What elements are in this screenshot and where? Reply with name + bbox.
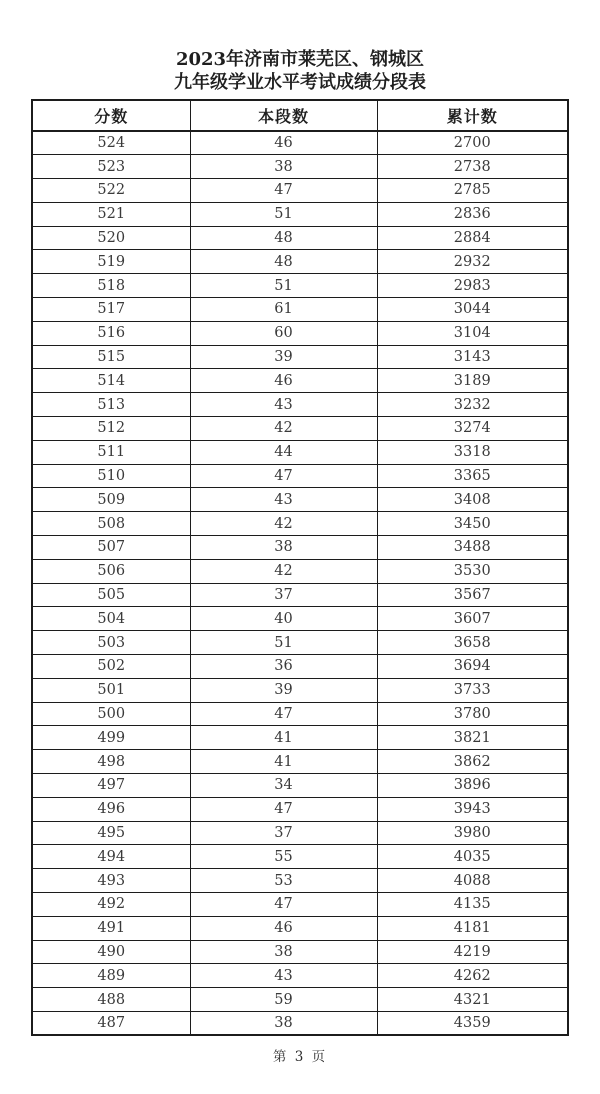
table-row — [32, 440, 568, 464]
score-cell: 520 — [32, 226, 190, 250]
segment-count-cell: 38 — [190, 536, 377, 560]
table-row — [32, 940, 568, 964]
cumulative-count-cell: 3104 — [377, 321, 568, 345]
score-cell: 495 — [32, 821, 190, 845]
segment-count-cell: 38 — [190, 155, 377, 179]
score-cell: 501 — [32, 678, 190, 702]
segment-count-cell: 60 — [190, 321, 377, 345]
score-cell: 523 — [32, 155, 190, 179]
segment-count-cell: 59 — [190, 988, 377, 1012]
segment-count-cell: 38 — [190, 940, 377, 964]
cumulative-count-cell: 4219 — [377, 940, 568, 964]
table-row — [32, 869, 568, 893]
score-cell: 504 — [32, 607, 190, 631]
segment-count-cell: 48 — [190, 250, 377, 274]
table-row — [32, 726, 568, 750]
table-row — [32, 964, 568, 988]
table-row — [32, 893, 568, 917]
segment-count-cell: 42 — [190, 559, 377, 583]
segment-count-cell: 43 — [190, 964, 377, 988]
table-row — [32, 417, 568, 441]
segment-count-cell: 34 — [190, 774, 377, 798]
table-row — [32, 988, 568, 1012]
table-row — [32, 274, 568, 298]
segment-count-cell: 47 — [190, 702, 377, 726]
segment-count-cell: 51 — [190, 274, 377, 298]
table-row — [32, 202, 568, 226]
cumulative-count-cell: 3450 — [377, 512, 568, 536]
score-cell: 515 — [32, 345, 190, 369]
table-row — [32, 321, 568, 345]
segment-count-cell: 43 — [190, 393, 377, 417]
segment-count-cell: 43 — [190, 488, 377, 512]
segment-count-cell: 46 — [190, 916, 377, 940]
score-cell: 518 — [32, 274, 190, 298]
segment-count-cell: 37 — [190, 583, 377, 607]
score-cell: 506 — [32, 559, 190, 583]
segment-count-cell: 39 — [190, 678, 377, 702]
segment-count-cell: 46 — [190, 131, 377, 155]
header-score: 分数 — [32, 100, 190, 131]
segment-count-cell: 55 — [190, 845, 377, 869]
table-row — [32, 821, 568, 845]
table-row — [32, 774, 568, 798]
score-cell: 508 — [32, 512, 190, 536]
cumulative-count-cell: 2836 — [377, 202, 568, 226]
score-cell: 494 — [32, 845, 190, 869]
table-row — [32, 678, 568, 702]
score-cell: 513 — [32, 393, 190, 417]
table-header-row — [32, 100, 568, 131]
score-cell: 509 — [32, 488, 190, 512]
score-table — [31, 99, 569, 1036]
score-cell: 489 — [32, 964, 190, 988]
score-cell: 503 — [32, 631, 190, 655]
cumulative-count-cell: 4262 — [377, 964, 568, 988]
segment-count-cell: 53 — [190, 869, 377, 893]
score-cell: 516 — [32, 321, 190, 345]
score-cell: 505 — [32, 583, 190, 607]
score-cell: 522 — [32, 179, 190, 203]
score-cell: 493 — [32, 869, 190, 893]
segment-count-cell: 39 — [190, 345, 377, 369]
cumulative-count-cell: 3658 — [377, 631, 568, 655]
title-line-2: 九年级学业水平考试成绩分段表 — [174, 72, 426, 93]
cumulative-count-cell: 3318 — [377, 440, 568, 464]
segment-count-cell: 42 — [190, 512, 377, 536]
cumulative-count-cell: 3530 — [377, 559, 568, 583]
header-segment-count: 本段数 — [190, 100, 377, 131]
table-row — [32, 631, 568, 655]
cumulative-count-cell: 4181 — [377, 916, 568, 940]
segment-count-cell: 47 — [190, 797, 377, 821]
table-row — [32, 655, 568, 679]
score-cell: 499 — [32, 726, 190, 750]
segment-count-cell: 51 — [190, 202, 377, 226]
cumulative-count-cell: 2700 — [377, 131, 568, 155]
table-row — [32, 179, 568, 203]
score-cell: 490 — [32, 940, 190, 964]
segment-count-cell: 47 — [190, 179, 377, 203]
score-cell: 511 — [32, 440, 190, 464]
cumulative-count-cell: 3780 — [377, 702, 568, 726]
table-row — [32, 298, 568, 322]
page-number: 第 3 页 — [272, 1049, 328, 1066]
table-row — [32, 226, 568, 250]
cumulative-count-cell: 3567 — [377, 583, 568, 607]
segment-count-cell: 47 — [190, 464, 377, 488]
table-row — [32, 916, 568, 940]
cumulative-count-cell: 3862 — [377, 750, 568, 774]
document-title — [0, 0, 600, 94]
cumulative-count-cell: 4321 — [377, 988, 568, 1012]
cumulative-count-cell: 4088 — [377, 869, 568, 893]
segment-count-cell: 42 — [190, 417, 377, 441]
cumulative-count-cell: 3821 — [377, 726, 568, 750]
cumulative-count-cell: 2983 — [377, 274, 568, 298]
table-row — [32, 607, 568, 631]
cumulative-count-cell: 3896 — [377, 774, 568, 798]
table-row — [32, 536, 568, 560]
table-row — [32, 1011, 568, 1035]
table-row — [32, 488, 568, 512]
table-row — [32, 559, 568, 583]
segment-count-cell: 41 — [190, 750, 377, 774]
table-row — [32, 512, 568, 536]
cumulative-count-cell: 4135 — [377, 893, 568, 917]
score-cell: 492 — [32, 893, 190, 917]
table-row — [32, 845, 568, 869]
cumulative-count-cell: 3365 — [377, 464, 568, 488]
segment-count-cell: 36 — [190, 655, 377, 679]
cumulative-count-cell: 3232 — [377, 393, 568, 417]
cumulative-count-cell: 2884 — [377, 226, 568, 250]
table-row — [32, 369, 568, 393]
score-cell: 510 — [32, 464, 190, 488]
segment-count-cell: 47 — [190, 893, 377, 917]
score-cell: 524 — [32, 131, 190, 155]
score-cell: 517 — [32, 298, 190, 322]
cumulative-count-cell: 3980 — [377, 821, 568, 845]
cumulative-count-cell: 3694 — [377, 655, 568, 679]
cumulative-count-cell: 4359 — [377, 1011, 568, 1035]
segment-count-cell: 38 — [190, 1011, 377, 1035]
segment-count-cell: 46 — [190, 369, 377, 393]
segment-count-cell: 61 — [190, 298, 377, 322]
table-row — [32, 250, 568, 274]
segment-count-cell: 44 — [190, 440, 377, 464]
score-cell: 507 — [32, 536, 190, 560]
cumulative-count-cell: 3143 — [377, 345, 568, 369]
score-cell: 521 — [32, 202, 190, 226]
table-row — [32, 131, 568, 155]
score-cell: 498 — [32, 750, 190, 774]
score-table-body — [32, 131, 568, 1035]
cumulative-count-cell: 3044 — [377, 298, 568, 322]
cumulative-count-cell: 3488 — [377, 536, 568, 560]
table-row — [32, 583, 568, 607]
score-cell: 497 — [32, 774, 190, 798]
cumulative-count-cell: 4035 — [377, 845, 568, 869]
cumulative-count-cell: 3274 — [377, 417, 568, 441]
score-cell: 491 — [32, 916, 190, 940]
score-cell: 519 — [32, 250, 190, 274]
cumulative-count-cell: 3733 — [377, 678, 568, 702]
table-row — [32, 464, 568, 488]
cumulative-count-cell: 3943 — [377, 797, 568, 821]
score-cell: 487 — [32, 1011, 190, 1035]
score-cell: 496 — [32, 797, 190, 821]
cumulative-count-cell: 3408 — [377, 488, 568, 512]
cumulative-count-cell: 3189 — [377, 369, 568, 393]
score-cell: 502 — [32, 655, 190, 679]
segment-count-cell: 41 — [190, 726, 377, 750]
cumulative-count-cell: 2738 — [377, 155, 568, 179]
segment-count-cell: 37 — [190, 821, 377, 845]
table-row — [32, 702, 568, 726]
segment-count-cell: 51 — [190, 631, 377, 655]
title-line-1: 2023年济南市莱芜区、钢城区 — [175, 49, 425, 70]
cumulative-count-cell: 2932 — [377, 250, 568, 274]
cumulative-count-cell: 3607 — [377, 607, 568, 631]
table-row — [32, 797, 568, 821]
table-row — [32, 750, 568, 774]
segment-count-cell: 40 — [190, 607, 377, 631]
cumulative-count-cell: 2785 — [377, 179, 568, 203]
header-cumulative-count: 累计数 — [377, 100, 568, 131]
score-cell: 514 — [32, 369, 190, 393]
table-row — [32, 345, 568, 369]
segment-count-cell: 48 — [190, 226, 377, 250]
score-cell: 500 — [32, 702, 190, 726]
table-row — [32, 155, 568, 179]
table-row — [32, 393, 568, 417]
score-cell: 488 — [32, 988, 190, 1012]
score-cell: 512 — [32, 417, 190, 441]
